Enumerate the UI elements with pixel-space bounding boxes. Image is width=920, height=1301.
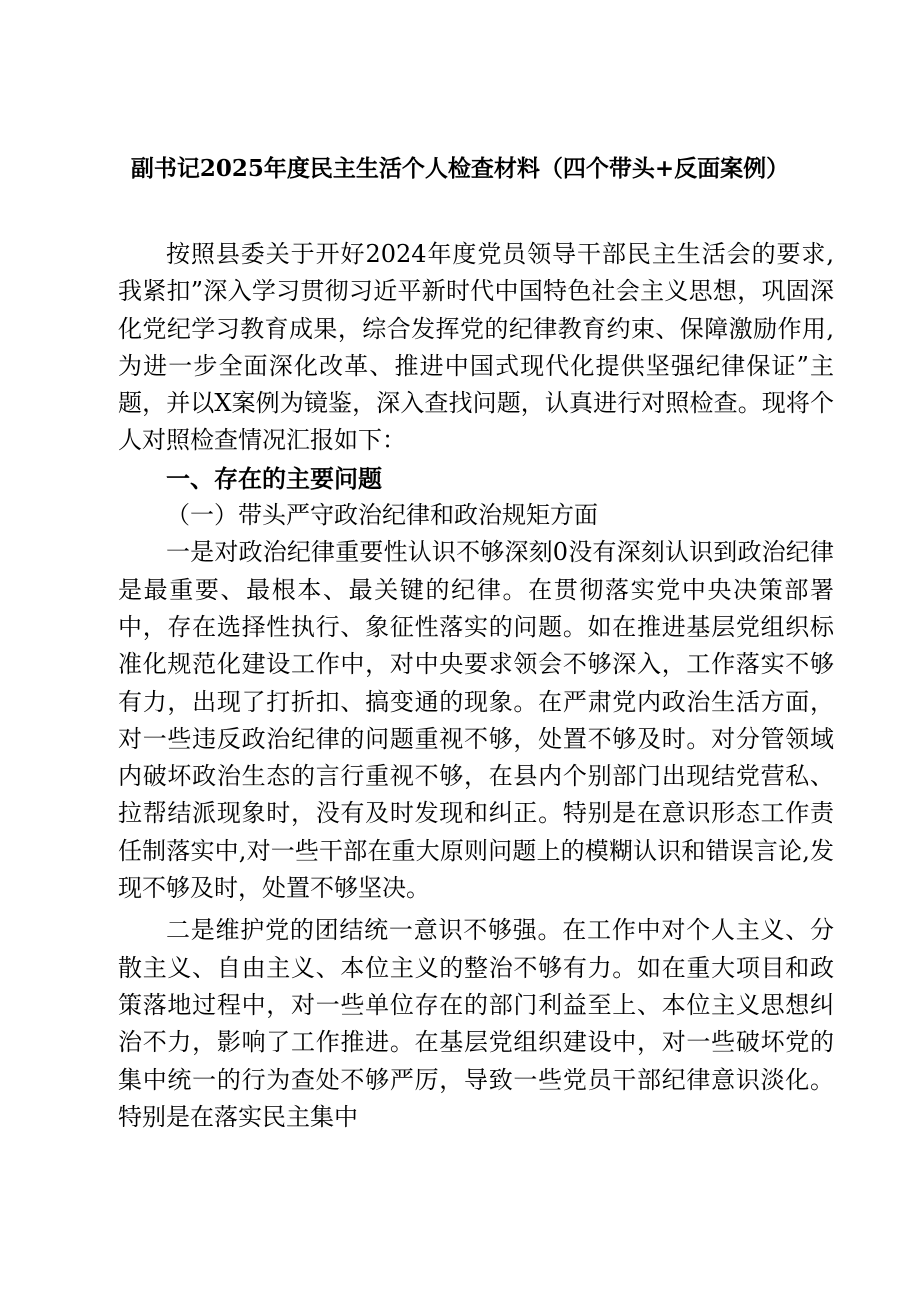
subsection-heading: （一）带头严守政治纪律和政治规矩方面 xyxy=(166,501,598,530)
body-paragraph-2: 二是维护党的团结统一意识不够强。在工作中对个人主义、分散主义、自由主义、本位主义的整治不够有力。如在重大项目和政策落地过程中，对一些单位存在的部门利益至上、本位主义思想纠治不力，影响了工作推进。在基层党组织建设中，对一些破坏党的集中统一的行为查处不够严厉，导致一些党员干部纪律意识淡化。特别是在落实民主集中 xyxy=(118,916,834,1131)
section-heading: 一、存在的主要问题 xyxy=(166,463,382,493)
body-paragraph-1: 一是对政治纪律重要性认识不够深刻0没有深刻认识到政治纪律是最重要、最根本、最关键的纪律。在贯彻落实党中央决策部署中，存在选择性执行、象征性落实的问题。如在推进基层党组织标准化规范化建设工作中，对中央要求领会不够深入，工作落实不够有力，出现了打折扣、搞变通的现象。在严肃党内政治生活方面，对一些违反政治纪律的问题重视不够，处置不够及时。对分管领域内破坏政治生态的言行重视不够，在县内个别部门出现结党营私、拉帮结派现象时，没有及时发现和纠正。特别是在意识形态工作责任制落实中,对一些干部在重大原则问题上的模糊认识和错误言论,发现不够及时，处置不够坚决。 xyxy=(118,538,834,903)
intro-paragraph: 按照县委关于开好2024年度党员领导干部民主生活会的要求,我紧扣”深入学习贯彻习近平新时代中国特色社会主义思想，巩固深化党纪学习教育成果，综合发挥党的纪律教育约束、保障激励作用,为进一步全面深化改革、推进中国式现代化提供坚强纪律保证”主题，并以X案例为镜鉴，深入查找问题，认真进行对照检查。现将个人对照检查情况汇报如下： xyxy=(118,240,834,455)
document-title: 副书记2025年度民主生活个人检查材料（四个带头+反面案例） xyxy=(130,155,790,182)
document-body xyxy=(118,236,834,1136)
